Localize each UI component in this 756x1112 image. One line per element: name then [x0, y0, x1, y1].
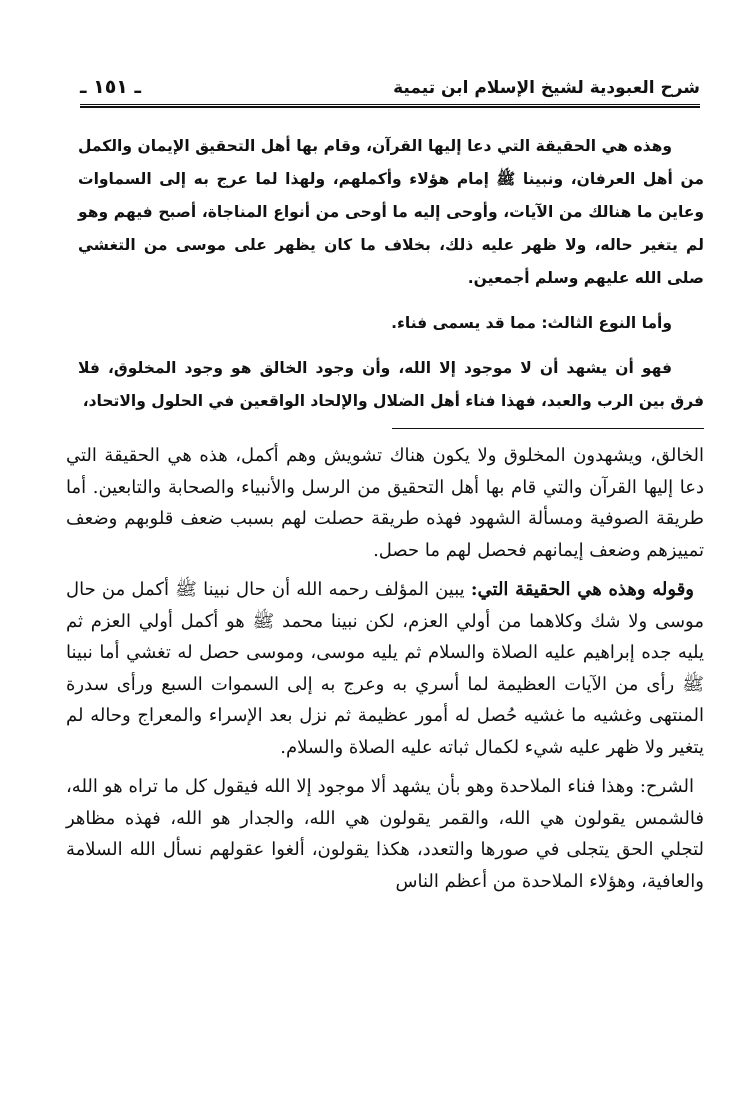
main-paragraph-3: فهو أن يشهد أن لا موجود إلا الله، وأن وجود الخالق هو وجود المخلوق، فلا فرق بين الرب والعبد، فهذا فناء أهل الضلال والإلحاد الواقعين في الحلول والاتحاد،	[78, 359, 704, 410]
header-rule	[80, 106, 700, 108]
commentary-text	[66, 440, 704, 905]
header-rule-thin	[80, 104, 700, 105]
commentary-paragraph-2	[66, 574, 704, 763]
commentary-paragraph-1: الخالق، ويشهدون المخلوق ولا يكون هناك تشويش وهم أكمل، هذه هي الحقيقة التي دعا إليها القرآن والتي قام بها أهل التحقيق من الرسل والأنبياء والصحابة والتابعين. أما طريقة الصوفية ومسألة الشهود فهذه طريقة حصلت لهم بسبب ضعف قلوبهم وضعف تمييزهم وضعف إيمانهم فحصل لهم ما حصل.	[66, 445, 704, 561]
commentary-paragraph-3: الشرح: وهذا فناء الملاحدة وهو بأن يشهد ألا موجود إلا الله فيقول كل ما تراه هو الله، فالشمس يقولون هي الله، والقمر يقولون هي الله، والجدار هو الله، فهذه مظاهر لتجلي الحق يتجلى في صورها والتعدد، هكذا يقولون، ألغوا عقولهم نسأل الله السلامة والعافية، وهؤلاء الملاحدة من أعظم الناس	[66, 776, 704, 892]
footnote-divider	[392, 428, 704, 429]
page-number: ـ ١٥١ ـ	[80, 76, 142, 98]
running-header	[80, 68, 700, 108]
main-text	[78, 130, 704, 430]
main-paragraph-1: وهذه هي الحقيقة التي دعا إليها القرآن، وقام بها أهل التحقيق الإيمان والكمل من أهل العرفان، ونبينا ﷺ إمام هؤلاء وأكملهم، ولهذا لما عرج به إلى السماوات وعاين ما هنالك من الآيات، وأوحى إليه ما أوحى من أنواع المناجاة، أصبح فيهم وهو لم يتغير حاله، ولا ظهر عليه ذلك، بخلاف ما كان يظهر على موسى من التغشي صلى الله عليهم وسلم أجمعين.	[78, 137, 704, 287]
header-title: شرح العبودية لشيخ الإسلام ابن تيمية	[393, 78, 700, 98]
main-paragraph-2: وأما النوع الثالث: مما قد يسمى فناء.	[391, 314, 672, 332]
commentary-lead: وقوله وهذه هي الحقيقة التي:	[470, 579, 694, 600]
commentary-body: يبين المؤلف رحمه الله أن حال نبينا ﷺ أكمل من حال موسى ولا شك وكلاهما من أولي العزم، لكن نبينا محمد ﷺ هو أكمل أولي العزم ثم يليه جده إبراهيم عليه الصلاة والسلام ثم يليه موسى، وموسى حصل له تغشي أما نبينا ﷺ رأى من الآيات العظيمة لما أسري به وعرج به إلى السموات السبع ورأى سدرة المنتهى وغشيه ما غشيه حُصل له أمور عظيمة ثم نزل بعد الإسراء والمعراج وحاله لم يتغير ولا ظهر عليه شيء لكمال ثباته عليه الصلاة والسلام.	[66, 579, 705, 758]
